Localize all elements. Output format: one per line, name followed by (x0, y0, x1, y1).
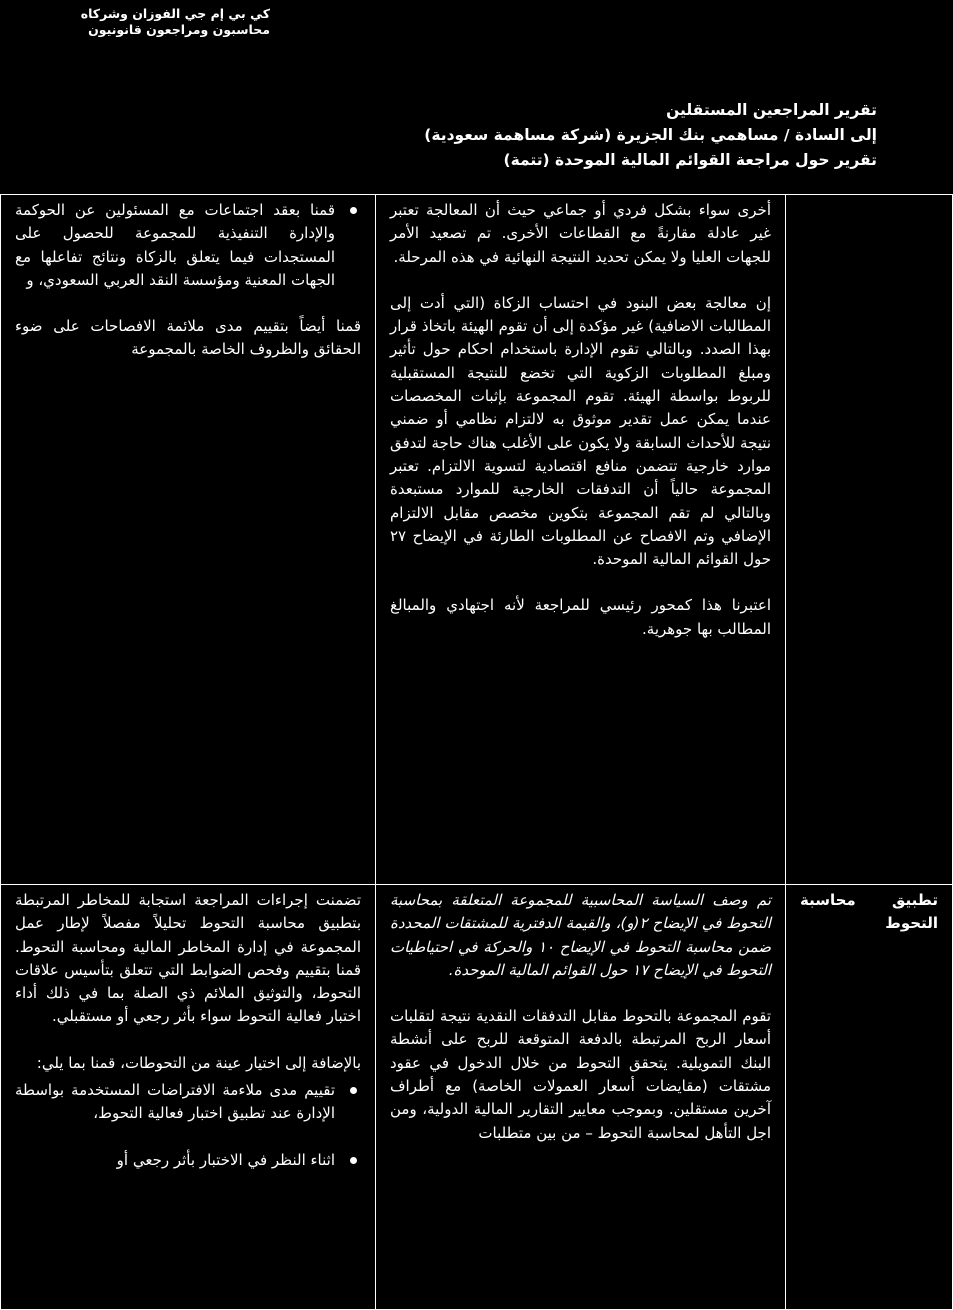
report-addressee: إلى السادة / مساهمي بنك الجزيرة (شركة مساهمة سعودية) (424, 126, 877, 144)
table-row (1, 885, 953, 1310)
report-subtitle: تقرير حول مراجعة القوائم المالية الموحدة (تتمة) (503, 151, 877, 169)
report-heading (17, 98, 877, 173)
audit-response-cell (1, 885, 376, 1310)
description-paragraph: أخرى سواء بشكل فردي أو جماعي حيث أن المعالجة تعتبر غير عادلة مقارنةً مع القطاعات الأخرى. تم تصعيد الأمر للجهات العليا ولا يمكن تحديد النتيجة النهائية في هذه المرحلة. (390, 201, 771, 266)
firm-header (30, 6, 270, 38)
table-row (1, 195, 953, 885)
list-item: تقييم مدى ملاءمة الافتراضات المستخدمة بواسطة الإدارة عند تطبيق اختبار فعالية التحوط، (15, 1079, 361, 1126)
report-title: تقرير المراجعين المستقلين (666, 101, 877, 119)
matter-cell: تطبيق محاسبة التحوط (786, 885, 953, 1310)
matter-cell (786, 195, 953, 885)
matter-description-cell (376, 885, 786, 1310)
matter-description-cell (376, 195, 786, 885)
description-paragraph: اعتبرنا هذا كمحور رئيسي للمراجعة لأنه اجتهادي والمبالغ المطالب بها جوهرية. (390, 596, 771, 638)
key-audit-matters-table (0, 194, 953, 1310)
bullet-icon (350, 1087, 357, 1094)
response-paragraph: بالإضافة إلى اختيار عينة من التحوطات، قمنا بما يلي: (36, 1053, 361, 1072)
response-paragraph: قمنا أيضاً بتقييم مدى ملائمة الافصاحات على ضوء الحقائق والظروف الخاصة بالمجموعة (15, 317, 361, 359)
list-item: اثناء النظر في الاختبار بأثر رجعي أو (15, 1149, 361, 1172)
response-bullet-list (15, 1079, 361, 1172)
audit-response-cell (1, 195, 376, 885)
list-item: قمنا بعقد اجتماعات مع المسئولين عن الحوكمة والإدارة التنفيذية للمجموعة للحصول على المستجدات فيما يتعلق بالزكاة ونتائج تفاعلها مع الجهات المعنية ومؤسسة النقد العربي السعودي، و (15, 199, 361, 292)
response-bullet-list (15, 199, 361, 292)
response-paragraph: تضمنت إجراءات المراجعة استجابة للمخاطر المرتبطة بتطبيق محاسبة التحوط تحليلاً مفصلاً لإطار عمل المجموعة في إدارة المخاطر المالية ومحاسبة التحوط. قمنا بتقييم وفحص الضوابط التي تتعلق بتأسيس علاقات التحوط، والتوثيق الملائم ذي الصلة بما في ذلك أداء اختبار فعالية التحوط سواء بأثر رجعي أو مستقبلي. (15, 891, 361, 1026)
description-paragraph: إن معالجة بعض البنود في احتساب الزكاة (التي أدت إلى المطالبات الاضافية) غير مؤكدة إلى أن تقوم الهيئة باتخاذ قرار بهذا الصدد. وبالتالي تقوم الإدارة باستخدام احكام حول تأثير ومبلغ المطلوبات الزكوية التي تخضع للنتيجة المستقبلية للربوط بواسطة الهيئة. تقوم المجموعة بإثبات المخصصات عندما يمكن عمل تقدير موثوق به لالتزام نظامي أو ضمني نتيجة للأحداث السابقة ولا يكون على الأغلب هناك حاجة لتدفق موارد خارجية تتضمن منافع اقتصادية لتسوية الالتزام. تعتبر المجموعة حالياً أن التدفقات الخارجية للموارد مستبعدة وبالتالي لم تقم المجموعة بتكوين مخصص مقابل الالتزام الإضافي وتم الافصاح عن المطلوبات الطارئة في الإيضاح ٢٧ حول القوائم المالية الموحدة. (390, 293, 771, 569)
description-paragraph: تقوم المجموعة بالتحوط مقابل التدفقات النقدية نتيجة لتقلبات أسعار الربح المرتبطة بالدفعة المتوقعة للربح على أنشطة البنك التمويلية. يتحقق التحوط من خلال الدخول في عقود مشتقات (مقايضات أسعار العمولات الخاصة) مع أطراف آخرين مستقلين. وبموجب معايير التقارير المالية الدولية، ومن اجل التأهل لمحاسبة التحوط – من بين متطلبات (390, 1007, 771, 1142)
firm-name: كي بي إم جي الفوزان وشركاه (80, 6, 270, 21)
description-paragraph: تم وصف السياسة المحاسبية للمجموعة المتعلقة بمحاسبة التحوط في الإيضاح ٢(و)، والقيمة الدفترية للمشتقات المحددة ضمن محاسبة التحوط في الإيضاح ١٠ والحركة في احتياطيات التحوط في الإيضاح ١٧ حول القوائم المالية الموحدة. (390, 891, 771, 979)
firm-description: محاسبون ومراجعون قانونيون (88, 22, 270, 37)
bullet-icon (350, 207, 357, 214)
bullet-icon (350, 1157, 357, 1164)
